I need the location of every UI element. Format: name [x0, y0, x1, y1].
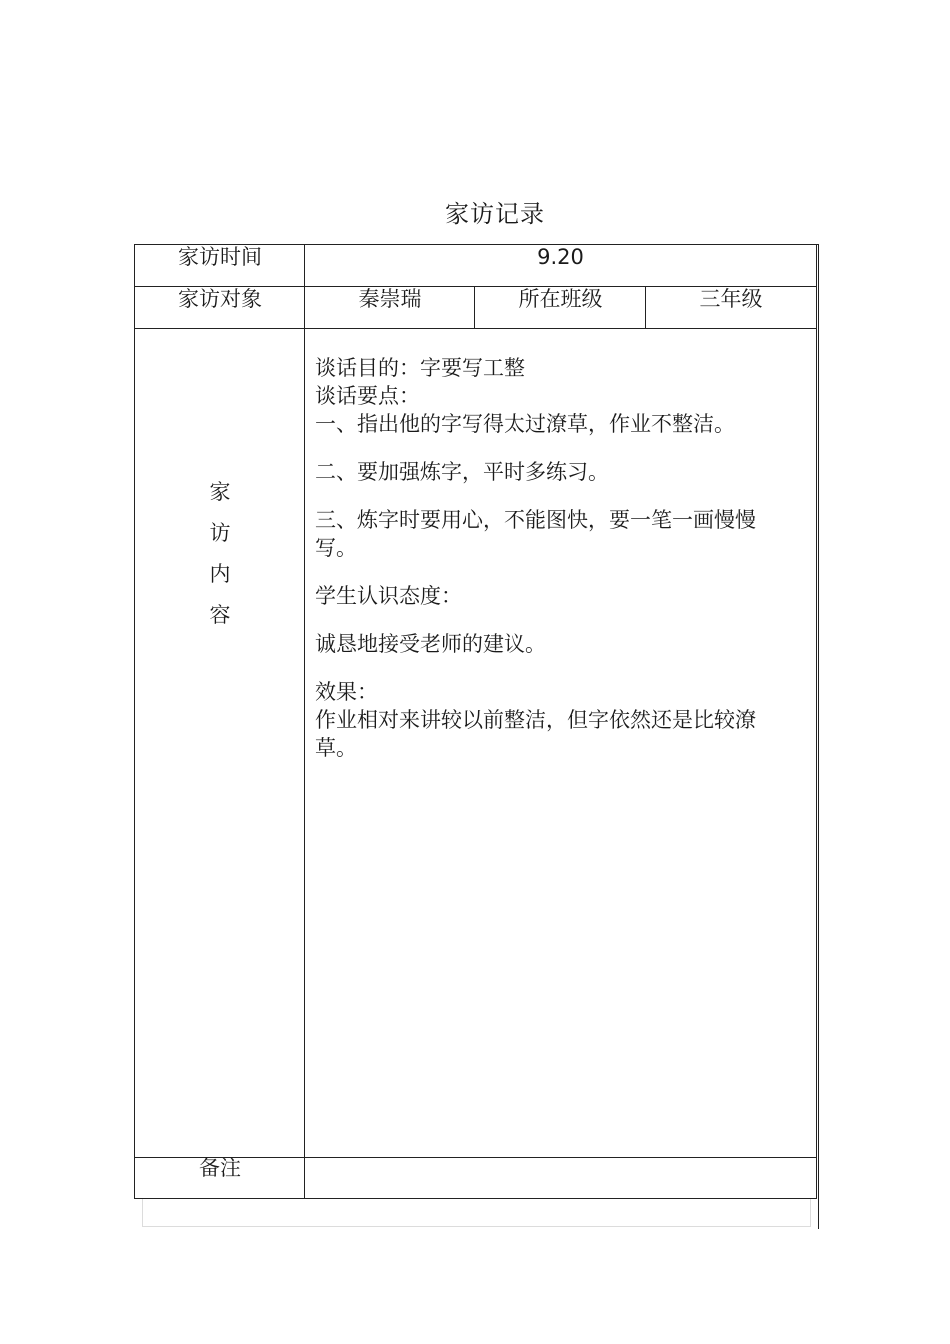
effect-line-1: 作业相对来讲较以前整洁，但字依然还是比较潦 — [315, 708, 756, 732]
class-value: 三年级 — [699, 287, 763, 311]
attitude-text: 诚恳地接受老师的建议。 — [315, 632, 546, 656]
faint-trailing-line-right — [810, 1199, 811, 1227]
visit-content-label-char: 家 — [209, 480, 231, 504]
visit-time-value: 9.20 — [537, 245, 584, 269]
visit-time-label: 家访时间 — [178, 245, 262, 269]
visit-content-label-char: 访 — [209, 521, 231, 545]
table-border-right-outer — [818, 244, 819, 1229]
visit-content-label-char: 容 — [209, 603, 231, 627]
effect-line-2: 草。 — [315, 736, 357, 760]
talk-point-2: 二、要加强炼字，平时多练习。 — [315, 460, 609, 484]
visit-target-value: 秦崇瑞 — [358, 287, 422, 311]
remarks-label: 备注 — [199, 1156, 241, 1180]
page-title: 家访记录 — [445, 200, 545, 228]
talk-points-heading: 谈话要点： — [315, 384, 420, 408]
row-divider-2 — [134, 328, 817, 329]
visit-content-body — [315, 354, 795, 762]
faint-trailing-line-bottom — [142, 1226, 811, 1227]
attitude-heading: 学生认识态度： — [315, 584, 462, 608]
visit-content-label-char: 内 — [209, 562, 231, 586]
talk-purpose: 谈话目的：字要写工整 — [315, 356, 525, 380]
effect-heading: 效果： — [315, 680, 378, 704]
faint-trailing-line-left — [142, 1199, 143, 1227]
table-border-bottom — [134, 1198, 817, 1199]
talk-point-3-line-2: 写。 — [315, 536, 357, 560]
column-divider-label — [304, 244, 305, 1199]
table-border-left — [134, 244, 135, 1199]
table-border-right — [816, 244, 817, 1199]
talk-point-3-line-1: 三、炼字时要用心，不能图快，要一笔一画慢慢 — [315, 508, 756, 532]
visit-content-label — [135, 478, 305, 642]
visit-target-label: 家访对象 — [178, 287, 262, 311]
talk-point-1: 一、指出他的字写得太过潦草，作业不整洁。 — [315, 412, 735, 436]
class-label: 所在班级 — [518, 287, 603, 311]
